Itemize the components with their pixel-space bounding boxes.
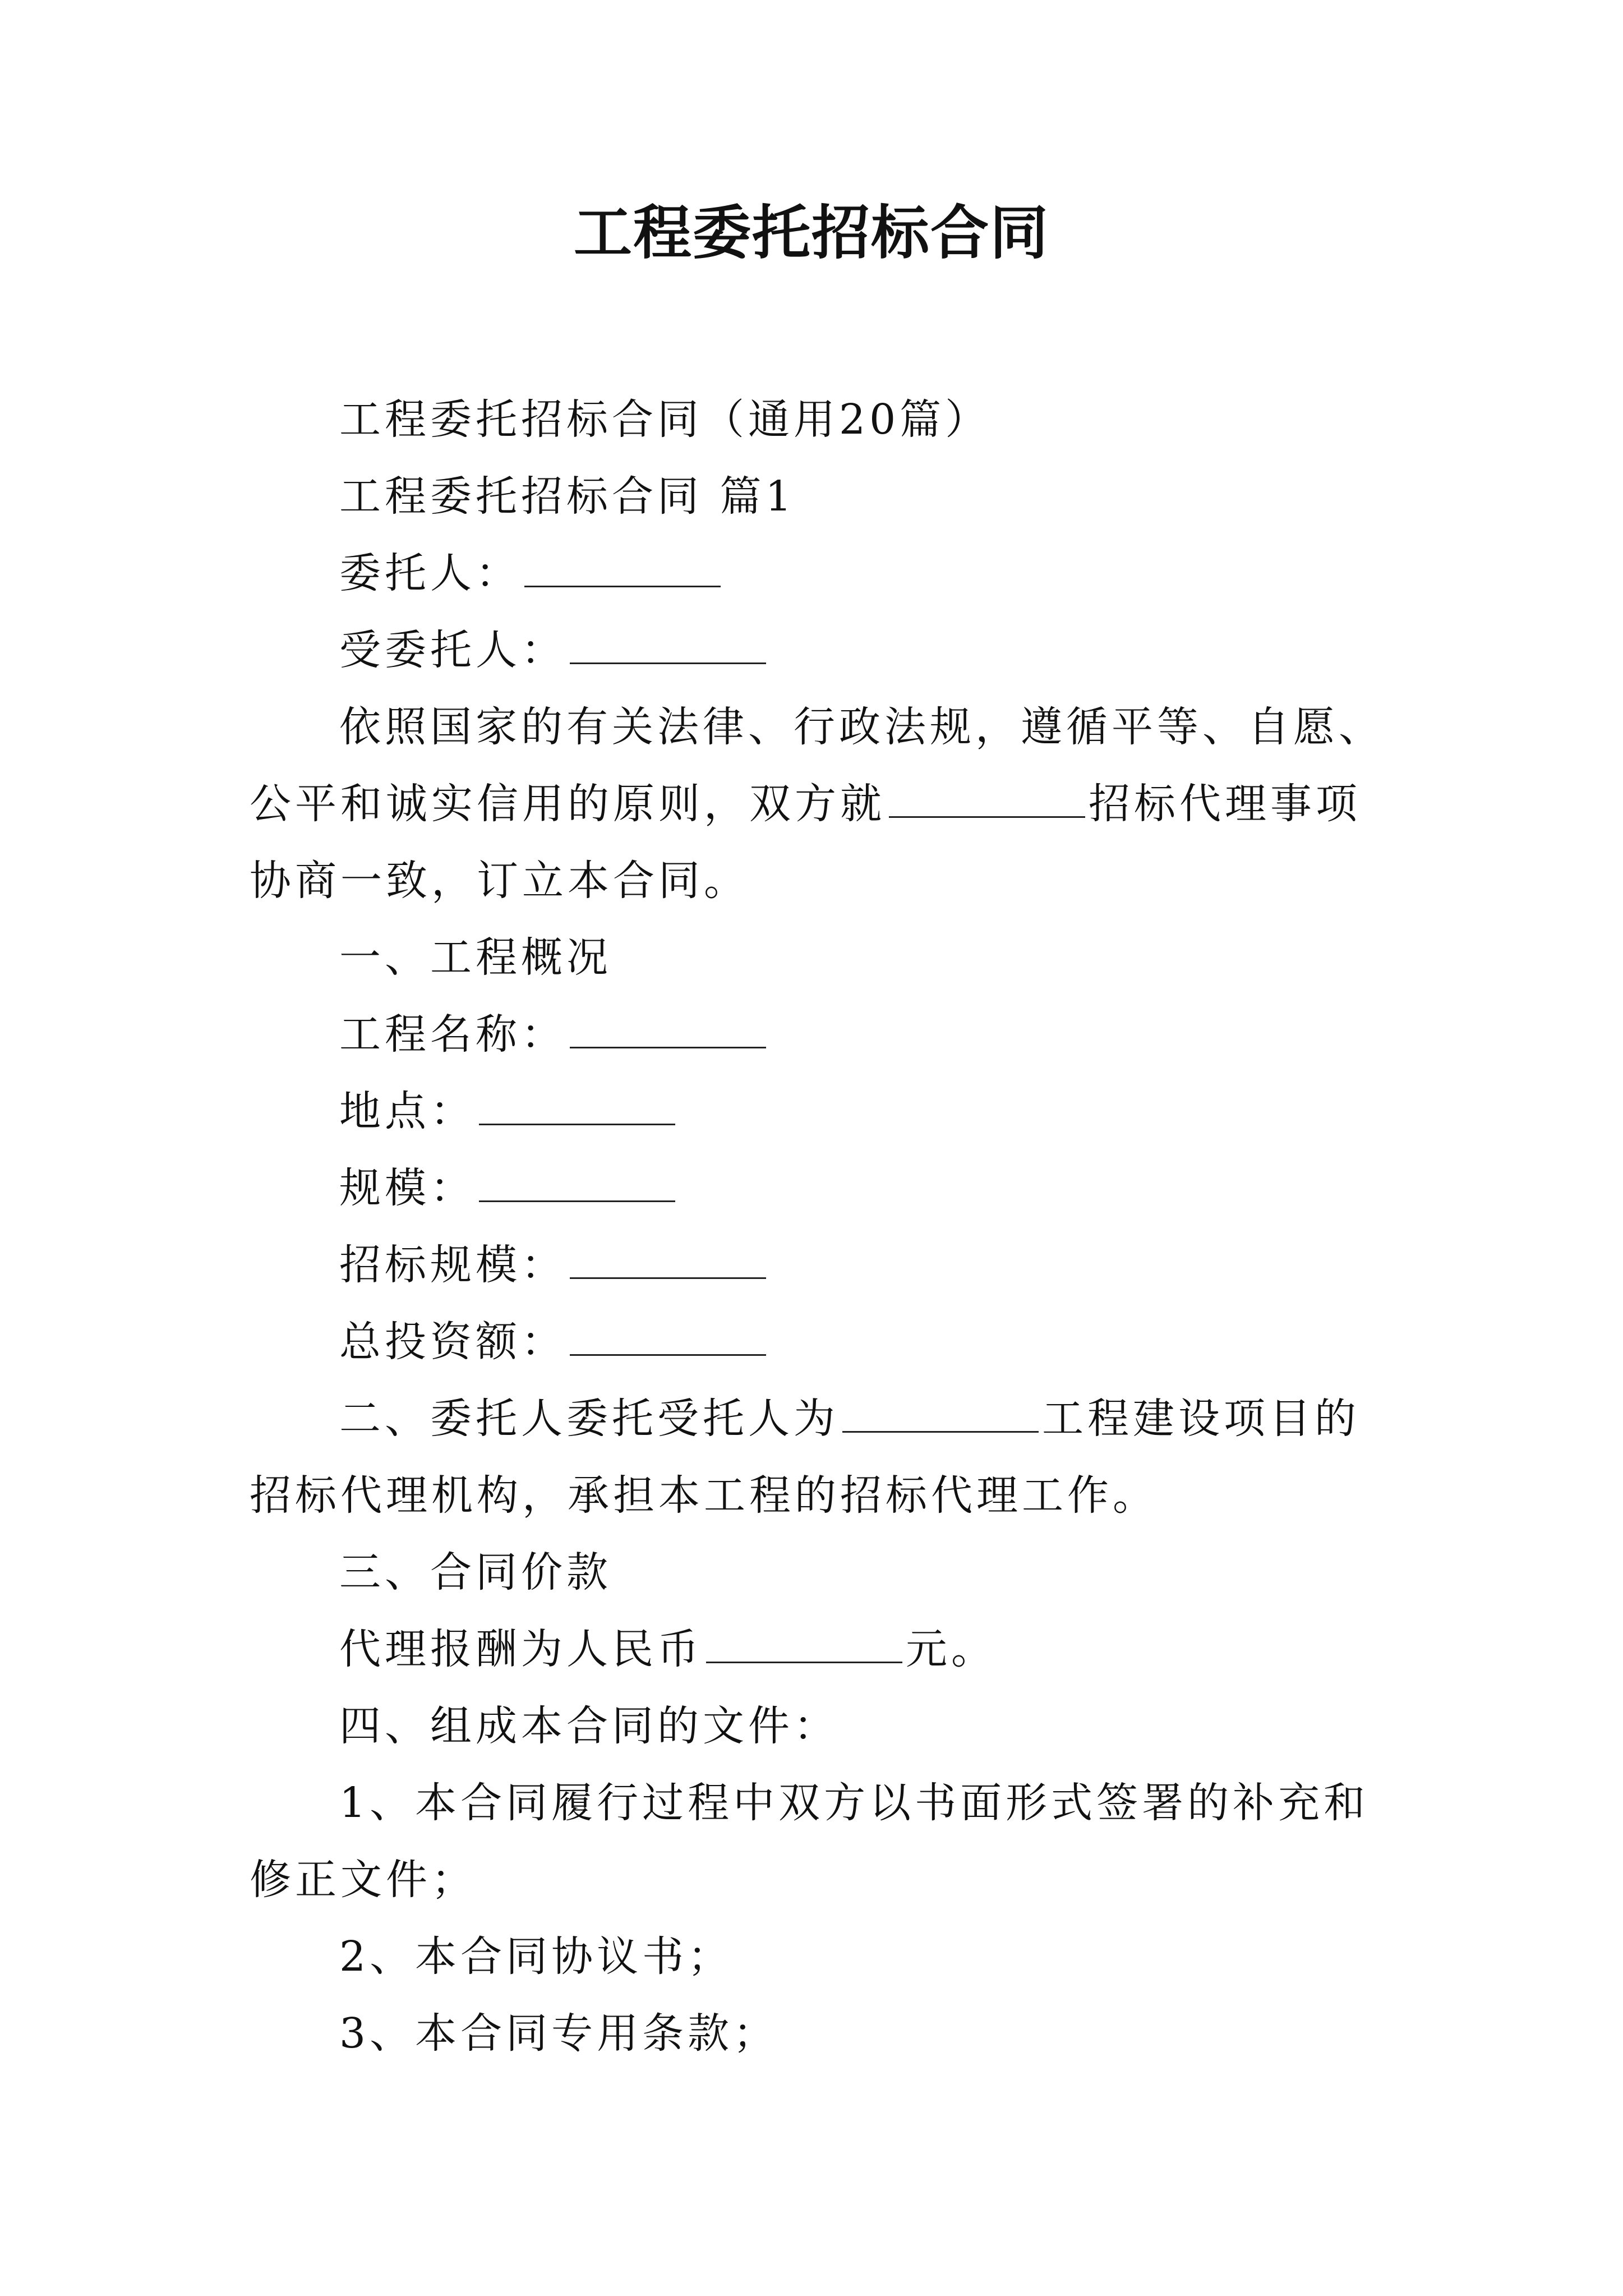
field-label: 地点： <box>339 1087 476 1135</box>
fill-in-blank <box>570 1013 766 1048</box>
paragraph <box>250 458 1385 535</box>
paragraph <box>250 1765 1385 1918</box>
fill-in-blank <box>570 1320 766 1356</box>
fill-in-blank <box>524 552 721 587</box>
paragraph <box>250 689 1385 919</box>
paragraph-text: 工程委托招标合同（通用20篇） <box>339 395 991 444</box>
paragraph-text: 依照国家的有关法律、行政法规，遵循平等、自愿、公平和诚实信用的原则，双方就 <box>250 703 1384 828</box>
fill-in-blank <box>479 1167 675 1202</box>
field-label: 工程名称： <box>339 1010 566 1059</box>
paragraph-text: 三、合同价款 <box>339 1548 612 1596</box>
field-label: 委托人： <box>339 549 521 597</box>
field-label: 受委托人： <box>339 626 566 674</box>
paragraph-text: 二、委托人委托受托人为 <box>339 1395 839 1443</box>
paragraph <box>250 1918 1385 1995</box>
field-label: 规模： <box>339 1164 476 1212</box>
document-body <box>250 381 1385 2072</box>
field-label: 总投资额： <box>339 1318 566 1366</box>
paragraph <box>250 1611 1385 1688</box>
paragraph <box>250 996 1385 1073</box>
paragraph-text: 工程建设项目的招标代理机构，承担本工程的招标代理工作。 <box>250 1395 1360 1520</box>
paragraph-text: 四、组成本合同的文件： <box>339 1702 839 1750</box>
paragraph <box>250 612 1385 689</box>
fill-in-blank <box>889 783 1085 818</box>
paragraph <box>250 381 1385 458</box>
paragraph-text: 招标代理事项协商一致，订立本合同。 <box>250 780 1361 905</box>
paragraph-text: 3、本合同专用条款； <box>339 2009 779 2058</box>
paragraph-text: 一、工程概况 <box>339 933 612 982</box>
section-heading <box>250 919 1385 996</box>
paragraph-text: 工程委托招标合同 篇1 <box>339 472 796 521</box>
fill-in-blank <box>570 629 766 664</box>
paragraph <box>250 1227 1385 1304</box>
fill-in-blank <box>706 1628 902 1663</box>
field-label: 招标规模： <box>339 1241 566 1289</box>
paragraph-text: 2、本合同协议书； <box>339 1932 734 1981</box>
paragraph-text: 元。 <box>906 1625 997 1673</box>
section-heading <box>250 1534 1385 1611</box>
document-title: 工程委托招标合同 <box>573 198 1049 267</box>
paragraph <box>250 1304 1385 1381</box>
paragraph <box>250 1073 1385 1150</box>
fill-in-blank <box>479 1090 675 1125</box>
paragraph-text: 1、本合同履行过程中双方以书面形式签署的补充和修正文件； <box>250 1779 1370 1904</box>
paragraph <box>250 1995 1385 2072</box>
paragraph <box>250 1381 1385 1534</box>
paragraph <box>250 1150 1385 1227</box>
paragraph-text: 代理报酬为人民币 <box>339 1625 703 1673</box>
fill-in-blank <box>842 1397 1039 1433</box>
paragraph <box>250 535 1385 612</box>
section-heading <box>250 1688 1385 1765</box>
fill-in-blank <box>570 1244 766 1279</box>
